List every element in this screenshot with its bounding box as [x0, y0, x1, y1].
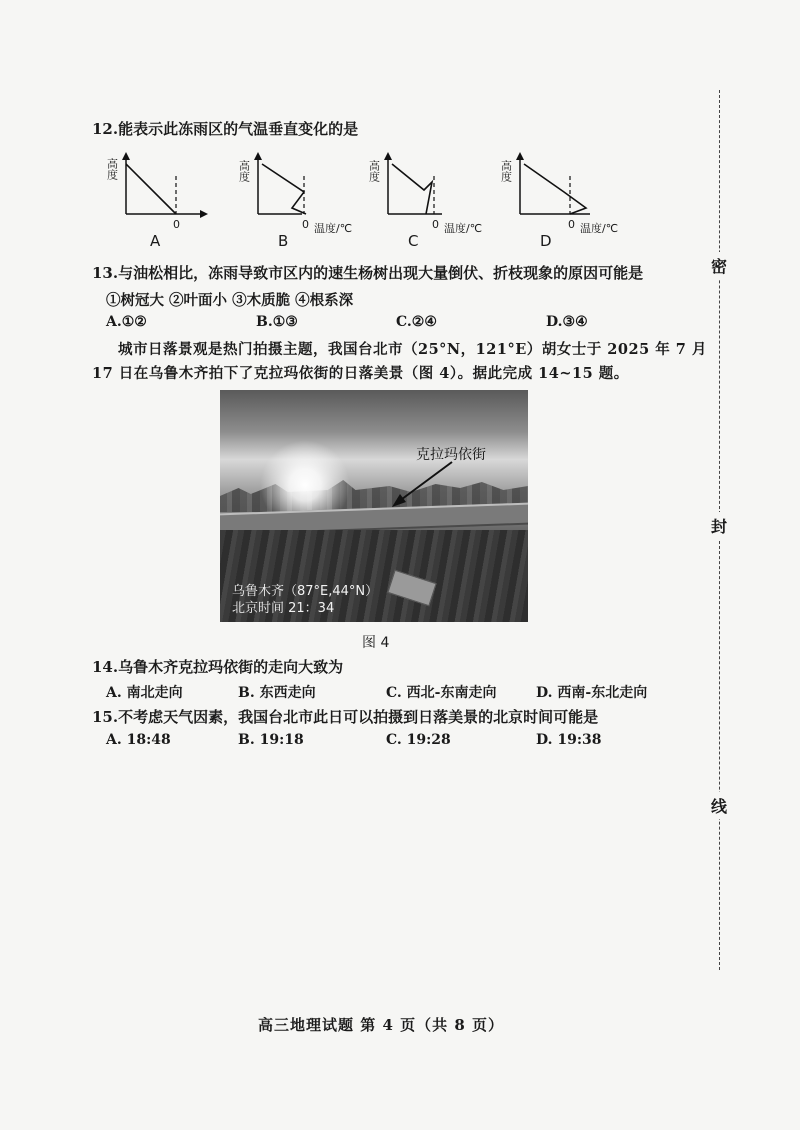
q13-option-d[interactable]: D.③④ — [546, 314, 588, 330]
graph-b-ylabel: 高度 — [237, 160, 251, 182]
binding-mark-close: 封 — [711, 512, 727, 539]
q15-option-c[interactable]: C. 19:28 — [386, 732, 451, 748]
q15-option-a[interactable]: A. 18:48 — [106, 732, 171, 748]
photo-time: 北京时间 21：34 — [232, 601, 335, 616]
graph-c-zero: 0 — [432, 218, 439, 231]
graph-d-label: D — [540, 232, 552, 250]
passage-line-2: 17 日在乌鲁木齐拍下了克拉玛依街的日落美景（图 4）。据此完成 14~15 题。 — [92, 365, 629, 382]
q12-graph-b — [232, 148, 357, 237]
q12-graph-c — [362, 148, 492, 237]
q12-stem: 12.能表示此冻雨区的气温垂直变化的是 — [92, 120, 359, 138]
q12-graph-a — [100, 148, 215, 237]
figure-caption: 图 4 — [362, 635, 390, 651]
q14-option-d[interactable]: D. 西南-东北走向 — [536, 685, 648, 701]
q15-option-b[interactable]: B. 19:18 — [238, 732, 304, 748]
q14-option-b[interactable]: B. 东西走向 — [238, 685, 316, 701]
q13-option-c[interactable]: C.②④ — [396, 314, 437, 330]
graph-d-zero: 0 — [568, 218, 575, 231]
graph-b-curve — [262, 164, 306, 214]
q15-stem: 15.不考虑天气因素，我国台北市此日可以拍摄到日落美景的北京时间可能是 — [92, 708, 599, 726]
graph-b-xlabel: 温度/℃ — [314, 222, 353, 233]
q15-option-d[interactable]: D. 19:38 — [536, 732, 602, 748]
q13-option-a[interactable]: A.①② — [106, 314, 147, 330]
q13-option-b[interactable]: B.①③ — [256, 314, 298, 330]
graph-c-ylabel: 高度 — [367, 160, 381, 182]
graph-c-curve — [392, 164, 432, 214]
figure-4-photo — [220, 390, 528, 622]
binding-mark-line: 线 — [711, 792, 727, 819]
photo-location: 乌鲁木齐（87°E,44°N） — [232, 584, 379, 599]
graph-b-label: B — [278, 232, 289, 250]
q12-graph-d — [494, 148, 634, 237]
graph-d-xlabel: 温度/℃ — [580, 222, 619, 233]
graph-d-curve — [524, 164, 586, 214]
street-label: 克拉玛依街 — [416, 447, 486, 463]
q14-option-a[interactable]: A. 南北走向 — [106, 685, 183, 701]
passage-line-1: 城市日落景观是热门拍摄主题，我国台北市（25°N，121°E）胡女士于 2025 年 7 月 — [118, 341, 707, 358]
graph-a-ylabel: 高度 — [105, 158, 119, 180]
q14-option-c[interactable]: C. 西北-东南走向 — [386, 685, 497, 701]
graph-a-curve — [126, 164, 176, 214]
q13-stem: 13.与油松相比，冻雨导致市区内的速生杨树出现大量倒伏、折枝现象的原因可能是 — [92, 264, 644, 282]
graph-a-label: A — [150, 232, 161, 250]
graph-b-zero: 0 — [302, 218, 309, 231]
q13-items: ①树冠大 ②叶面小 ③木质脆 ④根系深 — [106, 292, 354, 309]
binding-mark-seal: 密 — [711, 252, 727, 279]
q14-stem: 14.乌鲁木齐克拉玛依街的走向大致为 — [92, 658, 344, 676]
graph-c-xlabel: 温度/℃ — [444, 222, 483, 233]
page-footer: 高三地理试题 第 4 页（共 8 页） — [258, 1016, 504, 1034]
graph-d-ylabel: 高度 — [499, 160, 513, 182]
graph-a-zero: 0 — [173, 218, 180, 231]
graph-c-label: C — [408, 232, 419, 250]
